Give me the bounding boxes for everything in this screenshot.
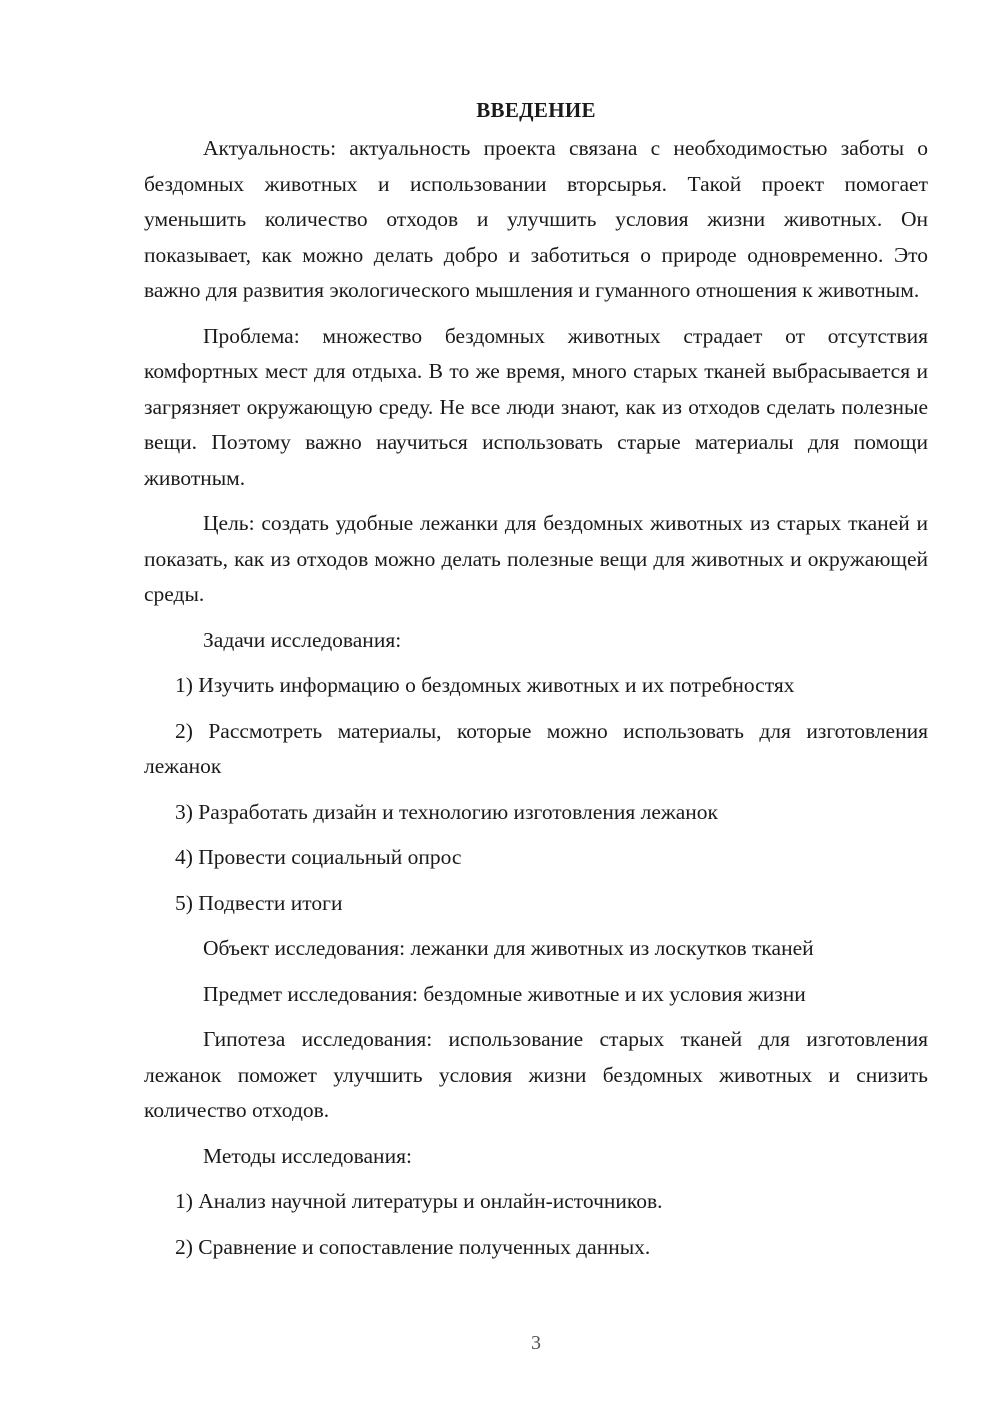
- methods-heading: Методы исследования:: [203, 1143, 412, 1168]
- method-item: 2) Сравнение и сопоставление полученных данных.: [175, 1234, 651, 1259]
- problem-paragraph: Проблема: множество бездомных животных страдает от отсутствия комфортных мест для отдыха. В то же время, много старых тканей выбрасывается и загрязняет окружающую среду. Не все люди знают, как из отходов сделать полезные вещи. Поэтому важно научиться использовать старые материалы для помощи животным.: [144, 323, 928, 490]
- task-item: 5) Подвести итоги: [175, 890, 343, 915]
- goal-paragraph: Цель: создать удобные лежанки для бездомных животных из старых тканей и показать, как из отходов можно делать полезные вещи для животных и окружающей среды.: [144, 511, 928, 606]
- hypothesis-paragraph: Гипотеза исследования: использование старых тканей для изготовления лежанок поможет улучшить условия жизни бездомных животных и снизить количество отходов.: [144, 1027, 928, 1122]
- object-line: Объект исследования: лежанки для животных из лоскутков тканей: [203, 936, 814, 960]
- tasks-list: [144, 668, 928, 921]
- page-number: 3: [531, 1332, 541, 1354]
- relevance-paragraph: Актуальность: актуальность проекта связана с необходимостью заботы о бездомных животных и использовании вторсырья. Такой проект помогает уменьшить количество отходов и улучшить условия жизни животных. Он показывает, как можно делать добро и заботиться о природе одновременно. Это важно для развития экологического мышления и гуманного отношения к животным.: [144, 136, 928, 302]
- task-item: 1) Изучить информацию о бездомных животных и их потребностях: [175, 673, 795, 697]
- method-item: 1) Анализ научной литературы и онлайн-источников.: [175, 1189, 663, 1213]
- task-item: 2) Рассмотреть материалы, которые можно использовать для изготовления лежанок: [144, 718, 928, 778]
- task-item: 4) Провести социальный опрос: [175, 845, 462, 869]
- tasks-heading: Задачи исследования:: [203, 627, 402, 652]
- methods-list: [144, 1184, 928, 1265]
- document-page: [144, 95, 928, 1275]
- page-title: ВВЕДЕНИЕ: [476, 98, 596, 122]
- subject-line: Предмет исследования: бездомные животные и их условия жизни: [203, 981, 806, 1006]
- task-item: 3) Разработать дизайн и технологию изготовления лежанок: [175, 799, 718, 824]
